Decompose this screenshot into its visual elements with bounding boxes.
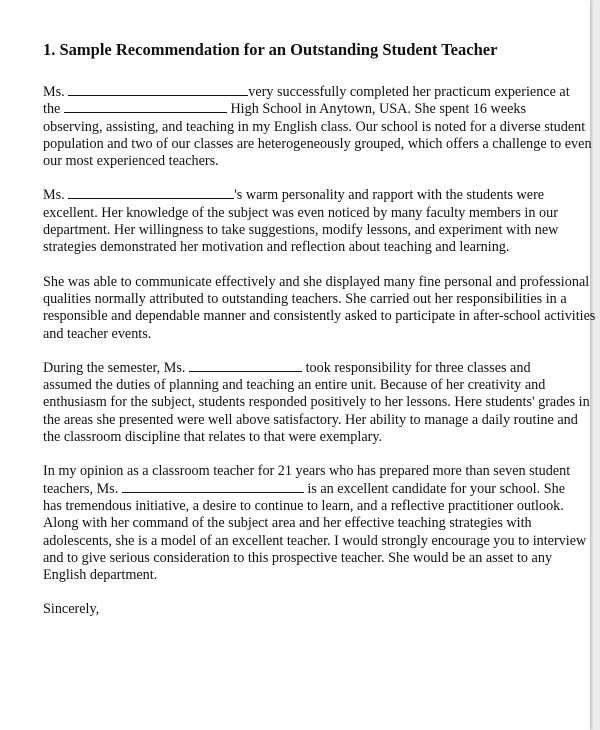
- text-line: enthusiasm for the subject, students responded positively to her lessons. Here students' grades in: [43, 394, 590, 411]
- text-line: the High School in Anytown, USA. She spent 16 weeks: [43, 101, 527, 118]
- text-line: During the semester, Ms. took responsibility for three classes and: [43, 359, 531, 376]
- name-blank[interactable]: [122, 481, 304, 493]
- document-title: 1. Sample Recommendation for an Outstanding Student Teacher: [43, 40, 498, 59]
- name-blank[interactable]: [68, 187, 234, 199]
- text-line: the areas she presented were well above satisfactory. Her ability to manage a daily routine and: [43, 411, 578, 428]
- paragraph-semester: [43, 359, 590, 446]
- paragraph-personality: [43, 187, 559, 256]
- text-line: Along with her command of the subject area and her effective teaching strategies with: [43, 515, 532, 532]
- name-blank[interactable]: [68, 84, 248, 96]
- text-line: and teacher events.: [43, 325, 152, 342]
- text-line: our most experienced teachers.: [43, 153, 219, 170]
- name-blank[interactable]: [189, 360, 302, 372]
- school-blank[interactable]: [64, 101, 227, 113]
- text-line: English department.: [43, 567, 158, 584]
- text-line: teachers, Ms. is an excellent candidate for your school. She: [43, 480, 565, 497]
- text-line: Ms. 's warm personality and rapport with the students were: [43, 187, 545, 204]
- text-line: adolescents, she is a model of an excellent teacher. I would strongly encourage you to interview: [43, 532, 587, 549]
- text-line: assumed the duties of planning and teaching an entire unit. Because of her creativity and: [43, 377, 546, 394]
- text-line: observing, assisting, and teaching in my English class. Our school is noted for a diverse student: [43, 118, 586, 135]
- text-line: responsible and dependable manner and consistently asked to participate in after-school activities: [43, 308, 596, 325]
- paragraph-opinion: [43, 463, 587, 584]
- text-line: In my opinion as a classroom teacher for 21 years who has prepared more than seven student: [43, 463, 571, 480]
- text-line: department. Her willingness to take suggestions, modify lessons, and experiment with new: [43, 222, 559, 239]
- text-line: population and two of our classes are heterogeneously grouped, which offers a challenge to even: [43, 135, 592, 152]
- paragraph-communication: [43, 273, 596, 343]
- text-line: qualities normally attributed to outstanding teachers. She carried out her responsibilities in a: [43, 290, 567, 307]
- text-line: strategies demonstrated her motivation and reflection about teaching and learning.: [43, 239, 510, 256]
- closing: Sincerely,: [43, 601, 100, 618]
- text-line: the classroom discipline that relates to that were exemplary.: [43, 429, 383, 446]
- text-line: has tremendous initiative, a desire to continue to learn, and a reflective practitioner outlook.: [43, 497, 564, 514]
- text-line: Ms. very successfully completed her practicum experience at: [43, 84, 570, 100]
- paragraph-practicum: [43, 84, 592, 170]
- text-line: excellent. Her knowledge of the subject was even noticed by many faculty members in our: [43, 204, 558, 221]
- text-line: She was able to communicate effectively and she displayed many fine personal and professional: [43, 273, 590, 290]
- text-line: and to give serious consideration to this prospective teacher. She would be an asset to any: [43, 549, 553, 566]
